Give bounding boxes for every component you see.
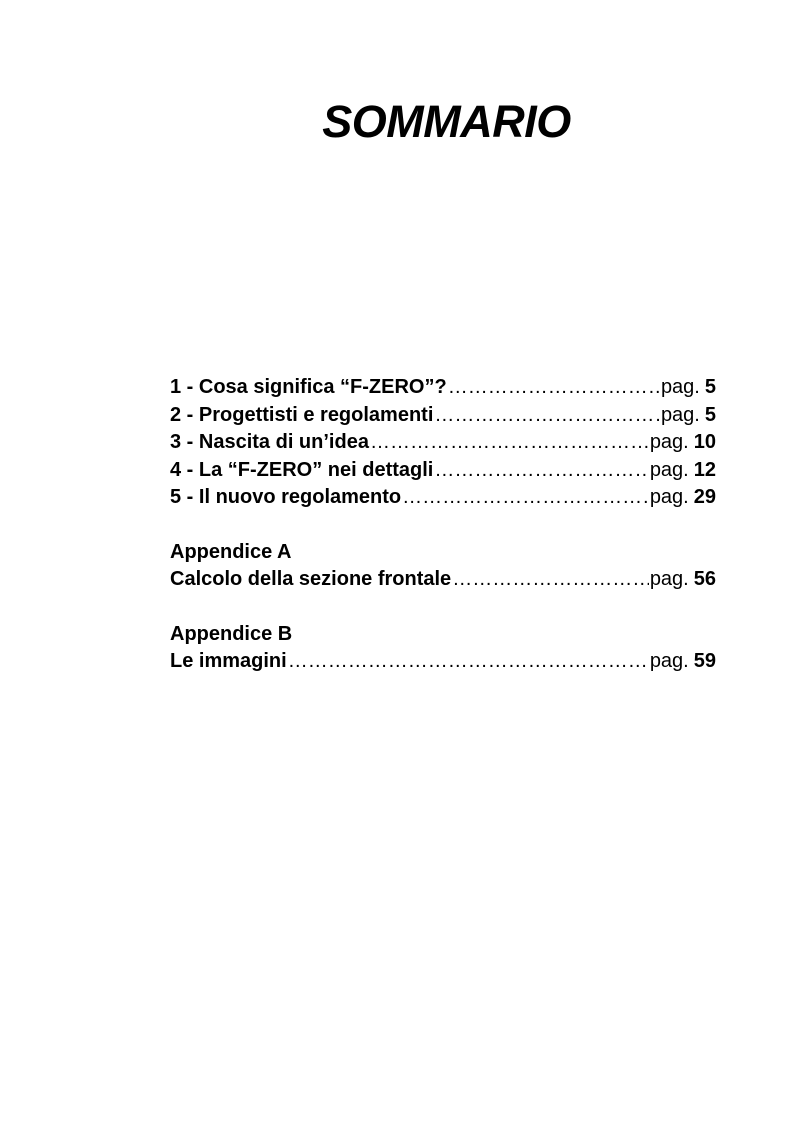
dot-leader: [434, 457, 648, 485]
dot-leader: [402, 484, 649, 512]
table-of-contents: [170, 374, 716, 676]
toc-entry-pag: pag.: [649, 486, 689, 508]
toc-entry-page-number: 5: [704, 376, 716, 398]
toc-entry-pag: pag.: [660, 376, 700, 398]
toc-entry-pag: pag.: [649, 568, 689, 590]
toc-entry: [170, 429, 716, 457]
spacer: [170, 512, 716, 539]
toc-entry-label: 4 - La “F-ZERO” nei dettagli: [170, 458, 434, 481]
toc-entry-page-number: 29: [693, 486, 716, 508]
toc-entry-page-number: 56: [693, 568, 716, 590]
toc-entry: [170, 566, 716, 594]
toc-entry: [170, 374, 716, 402]
dot-leader: [288, 648, 649, 676]
toc-entry: [170, 484, 716, 512]
dot-leader: [434, 402, 660, 430]
toc-entry-label: Calcolo della sezione frontale: [170, 568, 452, 590]
toc-entry-pag: pag.: [649, 431, 689, 453]
toc-entry-label: 5 - Il nuovo regolamento: [170, 486, 402, 508]
toc-entry-pag: pag.: [649, 458, 689, 481]
toc-entry-pag: pag.: [649, 650, 689, 672]
page-title: SOMMARIO: [322, 96, 571, 147]
toc-entry: [170, 402, 716, 430]
toc-entry: [170, 648, 716, 676]
toc-entry-pag: pag.: [660, 403, 700, 426]
toc-entry-page-number: 5: [704, 403, 716, 426]
dot-leader: [448, 374, 660, 402]
toc-entry-page-number: 10: [693, 431, 716, 453]
appendix-title: Appendice B: [170, 622, 293, 645]
dot-leader: [370, 429, 649, 457]
toc-entry-label: Le immagini: [170, 650, 287, 672]
toc-entry-label: 3 - Nascita di un’idea: [170, 431, 369, 453]
spacer: [170, 594, 716, 621]
dot-leader: [452, 566, 649, 594]
toc-entry-page-number: 12: [693, 458, 716, 481]
appendix-title: Appendice A: [170, 540, 292, 563]
toc-entry-label: 1 - Cosa significa “F-ZERO”?: [170, 376, 447, 398]
toc-entry-page-number: 59: [693, 650, 716, 672]
toc-entry-label: 2 - Progettisti e regolamenti: [170, 403, 434, 426]
toc-entry: [170, 457, 716, 485]
